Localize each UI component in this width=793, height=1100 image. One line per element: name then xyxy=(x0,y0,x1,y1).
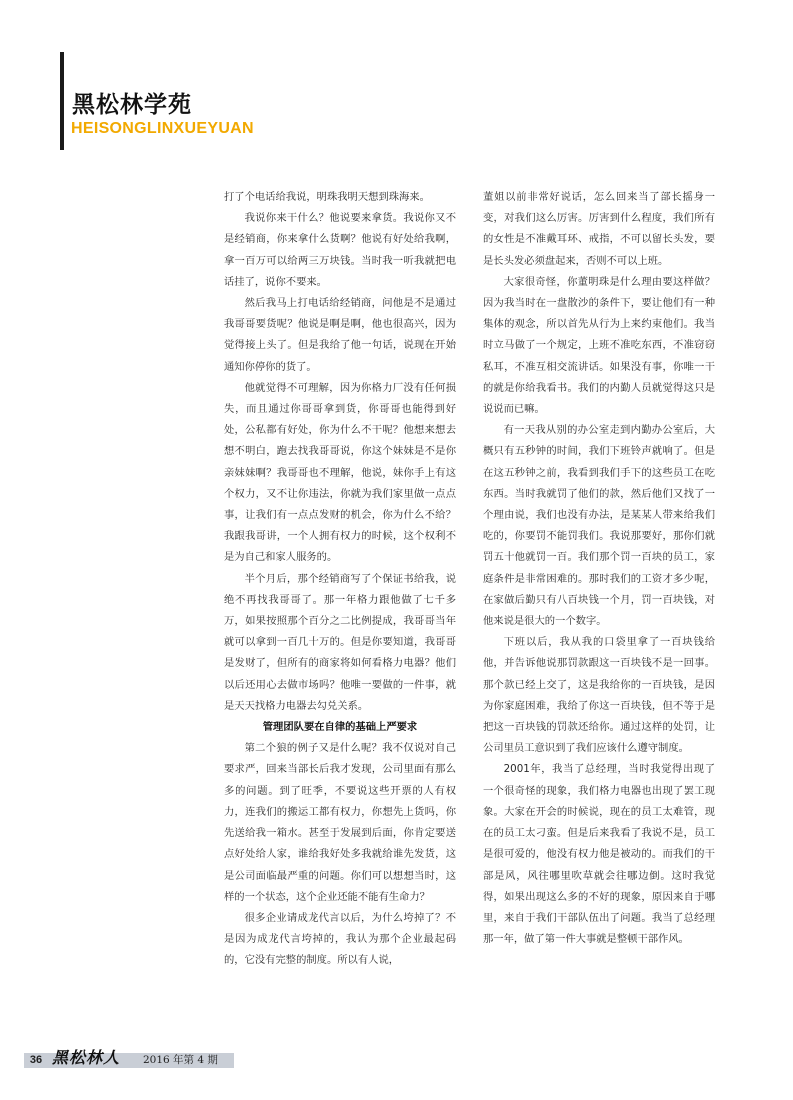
paragraph: 下班以后，我从我的口袋里拿了一百块钱给他，并告诉他说那罚款跟这一百块钱不是一回事。那个款已经上交了，这是我给你的一百块钱，是因为你家庭困难，我给了你这一百块钱，但不等于是把这一百块钱的罚款还给你。通过这样的处罚，让公司里员工意识到了我们应该什么遵守制度。 xyxy=(483,636,715,755)
paragraph: 他就觉得不可理解，因为你格力厂没有任何损失，而且通过你哥哥拿到货，你哥哥也能得到好处，公私都有好处，你为什么不干呢？他想来想去想不明白，跑去找我哥哥说，你这个妹妹是不是你亲妹妹啊？我哥哥也不理解，他说，妹你手上有这个权力，又不让你违法，你就为我们家里做一点点事，让我们有一点点发财的机会，你为什么不给？我跟我哥讲，一个人拥有权力的时候，这个权利不是为自己和家人服务的。 xyxy=(224,381,456,564)
paragraph: 然后我马上打电话给经销商，问他是不是通过我哥哥要货呢？他说是啊是啊，他也很高兴，因为觉得接上头了。但是我给了他一句话，说现在开始通知你停你的货了。 xyxy=(224,297,456,373)
paragraph: 很多企业请成龙代言以后，为什么垮掉了？不是因为成龙代言垮掉的，我认为那个企业最起码的，它没有完整的制度。所以有人说， xyxy=(224,911,456,967)
article-column-right xyxy=(483,187,715,950)
paragraph: 打了个电话给我说，明珠我明天想到珠海来。 xyxy=(224,191,430,203)
paragraph: 大家很奇怪，你董明珠是什么理由要这样做？因为我当时在一盘散沙的条件下，要让他们有一种集体的观念，所以首先从行为上来约束他们。我当时立马做了一个规定，上班不准吃东西，不准窃窃私耳，不准互相交流讲话。如果没有事，你唯一干的就是你给我看书。我们的内勤人员就觉得这只是说说而已嘛。 xyxy=(483,275,715,416)
paragraph: 半个月后，那个经销商写了个保证书给我，说绝不再找我哥哥了。那一年格力跟他做了七千多万，如果按照那个百分之二比例提成，我哥哥当年就可以拿到一百几十万的。但是你要知道，我哥哥是发财了，但所有的商家将如何看格力电器？他们以后还用心去做市场吗？他唯一要做的一件事，就是天天找格力电器去勾兑关系。 xyxy=(224,572,456,712)
page-number: 36 xyxy=(29,1054,43,1066)
article-column-left xyxy=(224,187,456,972)
magazine-logo: 黑松林人 xyxy=(52,1048,121,1067)
paragraph: 2001年，我当了总经理，当时我觉得出现了一个很奇怪的现象，我们格力电器也出现了罢工现象。大家在开会的时候说，现在的员工太难管，现在的员工太刁蛮。但是后来我看了我说不是，员工是很可爱的，他没有权力他是被动的。而我们的干部是风，风往哪里吹草就会往哪边倒。这时我觉得，如果出现这么多的不好的现象，原因来自于哪里，来自于我们干部队伍出了问题。我当了总经理那一年，做了第一件大事就是整顿干部作风。 xyxy=(483,763,715,946)
issue-label: 2016 年第 4 期 xyxy=(143,1054,218,1066)
paragraph: 董姐以前非常好说话，怎么回来当了部长摇身一变，对我们这么厉害。厉害到什么程度，我们所有的女性是不准戴耳环、戒指，不可以留长头发，要是长头发必须盘起来，否则不可以上班。 xyxy=(483,191,715,267)
paragraph: 有一天我从别的办公室走到内勤办公室后，大概只有五秒钟的时间，我们下班铃声就响了。但是在这五秒钟之前，我看到我们手下的这些员工在吃东西。当时我就罚了他们的款，然后他们又找了一个理由说，我们也没有办法，是某某人带来给我们吃的，你要罚不能罚我们。我说那要好，那你们就罚五十他就罚一百。我们那个罚一百块的员工，家庭条件是非常困难的。那时我们的工资才多少呢，在家做后勤只有八百块钱一个月，罚一百块钱，对他来说是很大的一个数字。 xyxy=(483,424,715,628)
paragraph: 我说你来干什么？他说要来拿货。我说你又不是经销商，你来拿什么货啊？他说有好处给我啊，拿一百万可以给两三万块钱。当时我一听我就把电话挂了，说你不要来。 xyxy=(224,212,456,288)
section-title: 黑松林学苑 xyxy=(72,92,192,118)
section-title-pinyin: HEISONGLINXUEYUAN xyxy=(71,120,254,137)
paragraph: 第二个狼的例子又是什么呢？我不仅说对自己要求严，回来当部长后我才发现，公司里面有那么多的问题。到了旺季，不要说这些开票的人有权力，连我们的搬运工都有权力，你想先上货吗，你先送给我一箱水。甚至于发展到后面，你肯定要送点好处给人家，谁给我好处多我就给谁先发货，这是公司面临最严重的问题。你们可以想想当时，这样的一个状态，这个企业还能不能有生命力？ xyxy=(224,742,456,903)
subheading: 管理团队要在自律的基础上严要求 xyxy=(262,721,418,734)
header-accent-bar xyxy=(60,52,64,150)
